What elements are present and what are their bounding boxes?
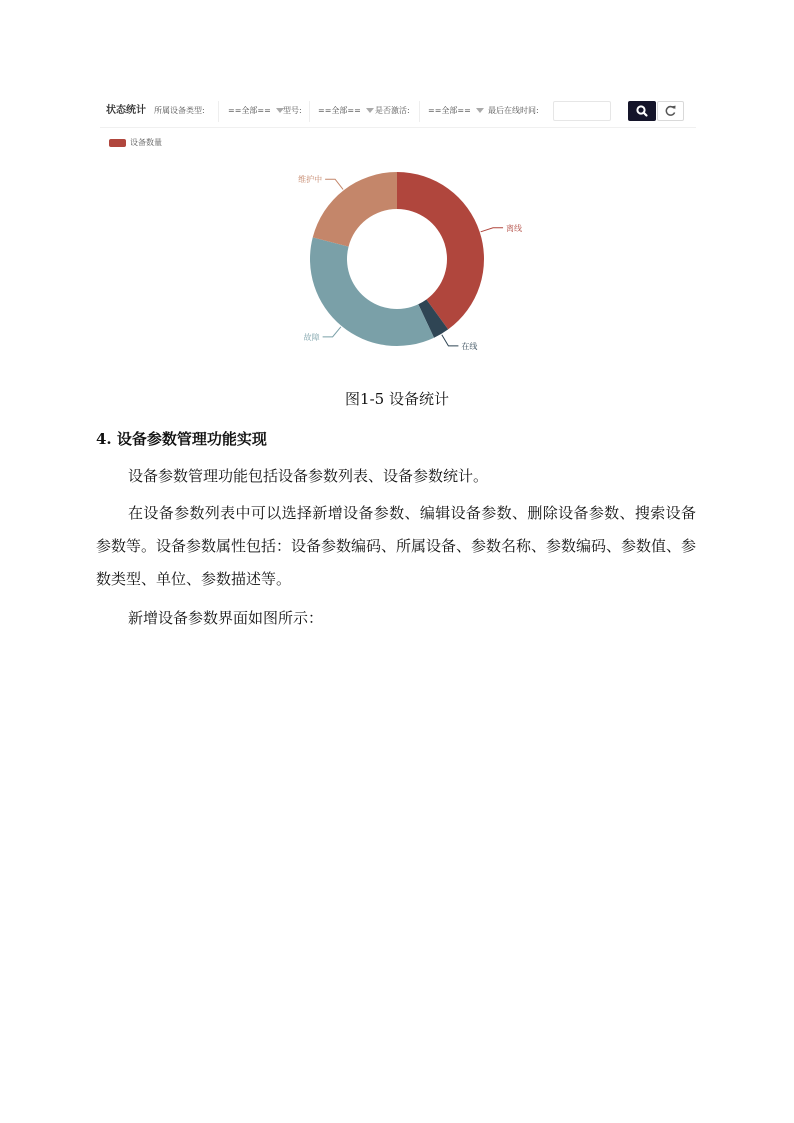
device-type-label: 所属设备类型: <box>154 106 205 115</box>
figure-caption: 图1-5 设备统计 <box>345 390 449 408</box>
label-leader-line <box>481 228 503 232</box>
device-type-value: ==全部== <box>228 106 271 115</box>
slice-label: 在线 <box>461 341 478 351</box>
model-value: ==全部== <box>318 106 361 115</box>
pie-slice[interactable] <box>397 172 484 329</box>
section-heading: 4. 设备参数管理功能实现 <box>96 430 267 448</box>
slice-label: 维护中 <box>298 175 323 185</box>
model-label: 型号: <box>283 106 302 115</box>
slice-label: 离线 <box>506 223 523 233</box>
paragraph: 新增设备参数界面如图所示： <box>128 609 324 627</box>
slice-label: 故障 <box>303 332 320 342</box>
label-leader-line <box>442 335 459 346</box>
pie-slice[interactable] <box>310 237 434 346</box>
activated-label: 是否激活: <box>375 106 410 115</box>
paragraph: 在设备参数列表中可以选择新增设备参数、编辑设备参数、删除设备参数、搜索设备参数等。设备参数属性包括：设备参数编码、所属设备、参数名称、参数编码、参数值、参数类型、单位、参数描述等。 <box>96 504 697 588</box>
last-online-label: 最后在线时间: <box>488 106 539 115</box>
activated-value: ==全部== <box>428 106 471 115</box>
legend-label: 设备数量 <box>130 138 162 147</box>
label-leader-line <box>323 327 341 337</box>
paragraph: 设备参数管理功能包括设备参数列表、设备参数统计。 <box>128 467 489 485</box>
label-leader-line <box>325 179 343 189</box>
donut-chart <box>0 0 794 380</box>
pie-slice[interactable] <box>313 172 397 247</box>
page-title: 状态统计 <box>106 105 146 116</box>
